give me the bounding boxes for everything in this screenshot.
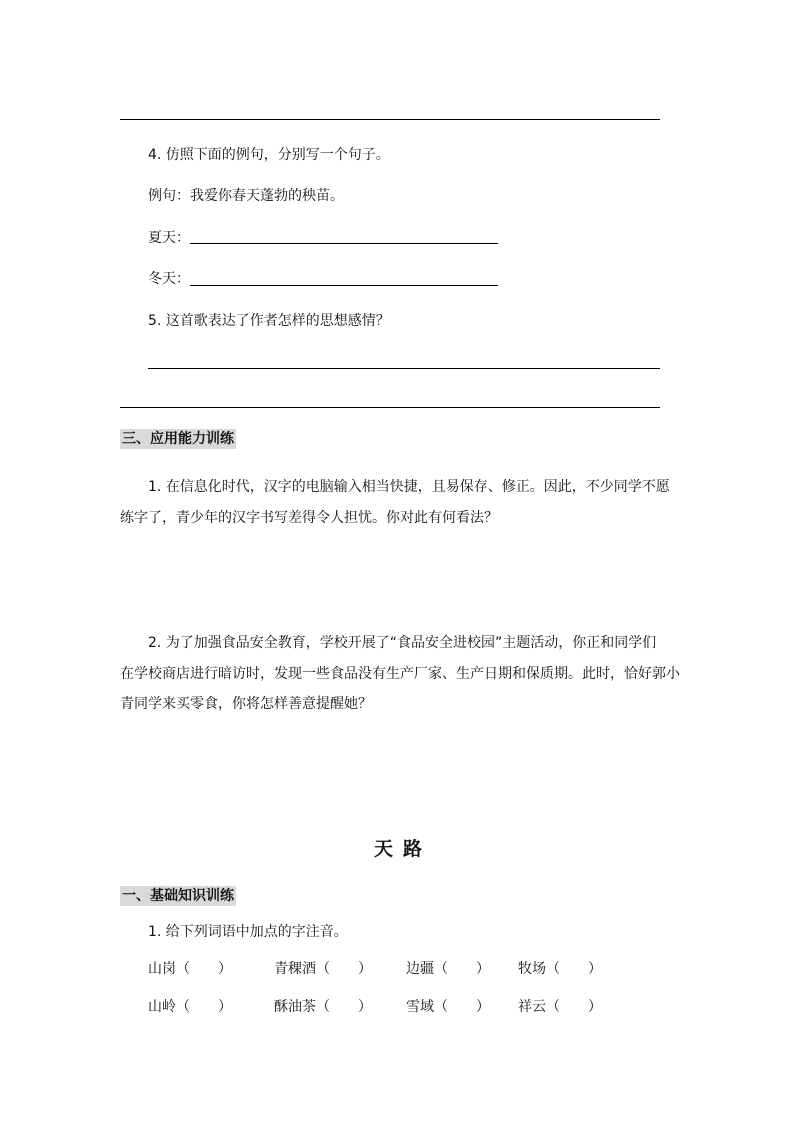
pinyin-item[interactable]: 山岗（ ） [148,961,232,977]
q5-answer-line-1[interactable] [148,368,660,369]
summer-answer-line[interactable] [190,243,498,244]
q5-answer-line-2[interactable] [120,407,660,408]
winter-label: 冬天： [148,271,190,287]
lesson-title: 天路 [374,838,433,860]
pinyin-item[interactable]: 祥云（ ） [518,999,602,1015]
s3-q1-line1: 1. 在信息化时代，汉字的电脑输入相当快捷，且易保存、修正。因此，不少同学不愿 [148,479,670,495]
lesson-q1-prompt: 1. 给下列词语中加点的字注音。 [148,924,348,940]
pinyin-item[interactable]: 山岭（ ） [148,999,232,1015]
question-5-prompt: 5. 这首歌表达了作者怎样的思想感情？ [148,313,390,329]
section-3-heading: 三、应用能力训练 [122,431,234,447]
answer-line [120,119,660,120]
pinyin-item[interactable]: 牧场（ ） [518,961,602,977]
summer-label: 夏天： [148,230,190,246]
s3-q2-line1: 2. 为了加强食品安全教育，学校开展了“食品安全进校园”主题活动，你正和同学们 [148,635,657,651]
s3-q2-line2: 在学校商店进行暗访时，发现一些食品没有生产厂家、生产日期和保质期。此时，恰好郭小 [120,666,680,682]
winter-answer-line[interactable] [190,285,498,286]
s3-q2-line3: 青同学来买零食，你将怎样善意提醒她？ [120,696,372,712]
question-4-prompt: 4. 仿照下面的例句，分别写一个句子。 [148,147,390,163]
pinyin-item[interactable]: 酥油茶（ ） [274,999,372,1015]
pinyin-item[interactable]: 雪域（ ） [406,999,490,1015]
pinyin-item[interactable]: 青稞酒（ ） [274,961,372,977]
question-4-example: 例句：我爱你春天蓬勃的秧苗。 [148,188,344,204]
section-1-heading: 一、基础知识训练 [122,888,234,904]
s3-q1-line2: 练字了，青少年的汉字书写差得令人担忧。你对此有何看法？ [120,510,498,526]
pinyin-item[interactable]: 边疆（ ） [406,961,490,977]
